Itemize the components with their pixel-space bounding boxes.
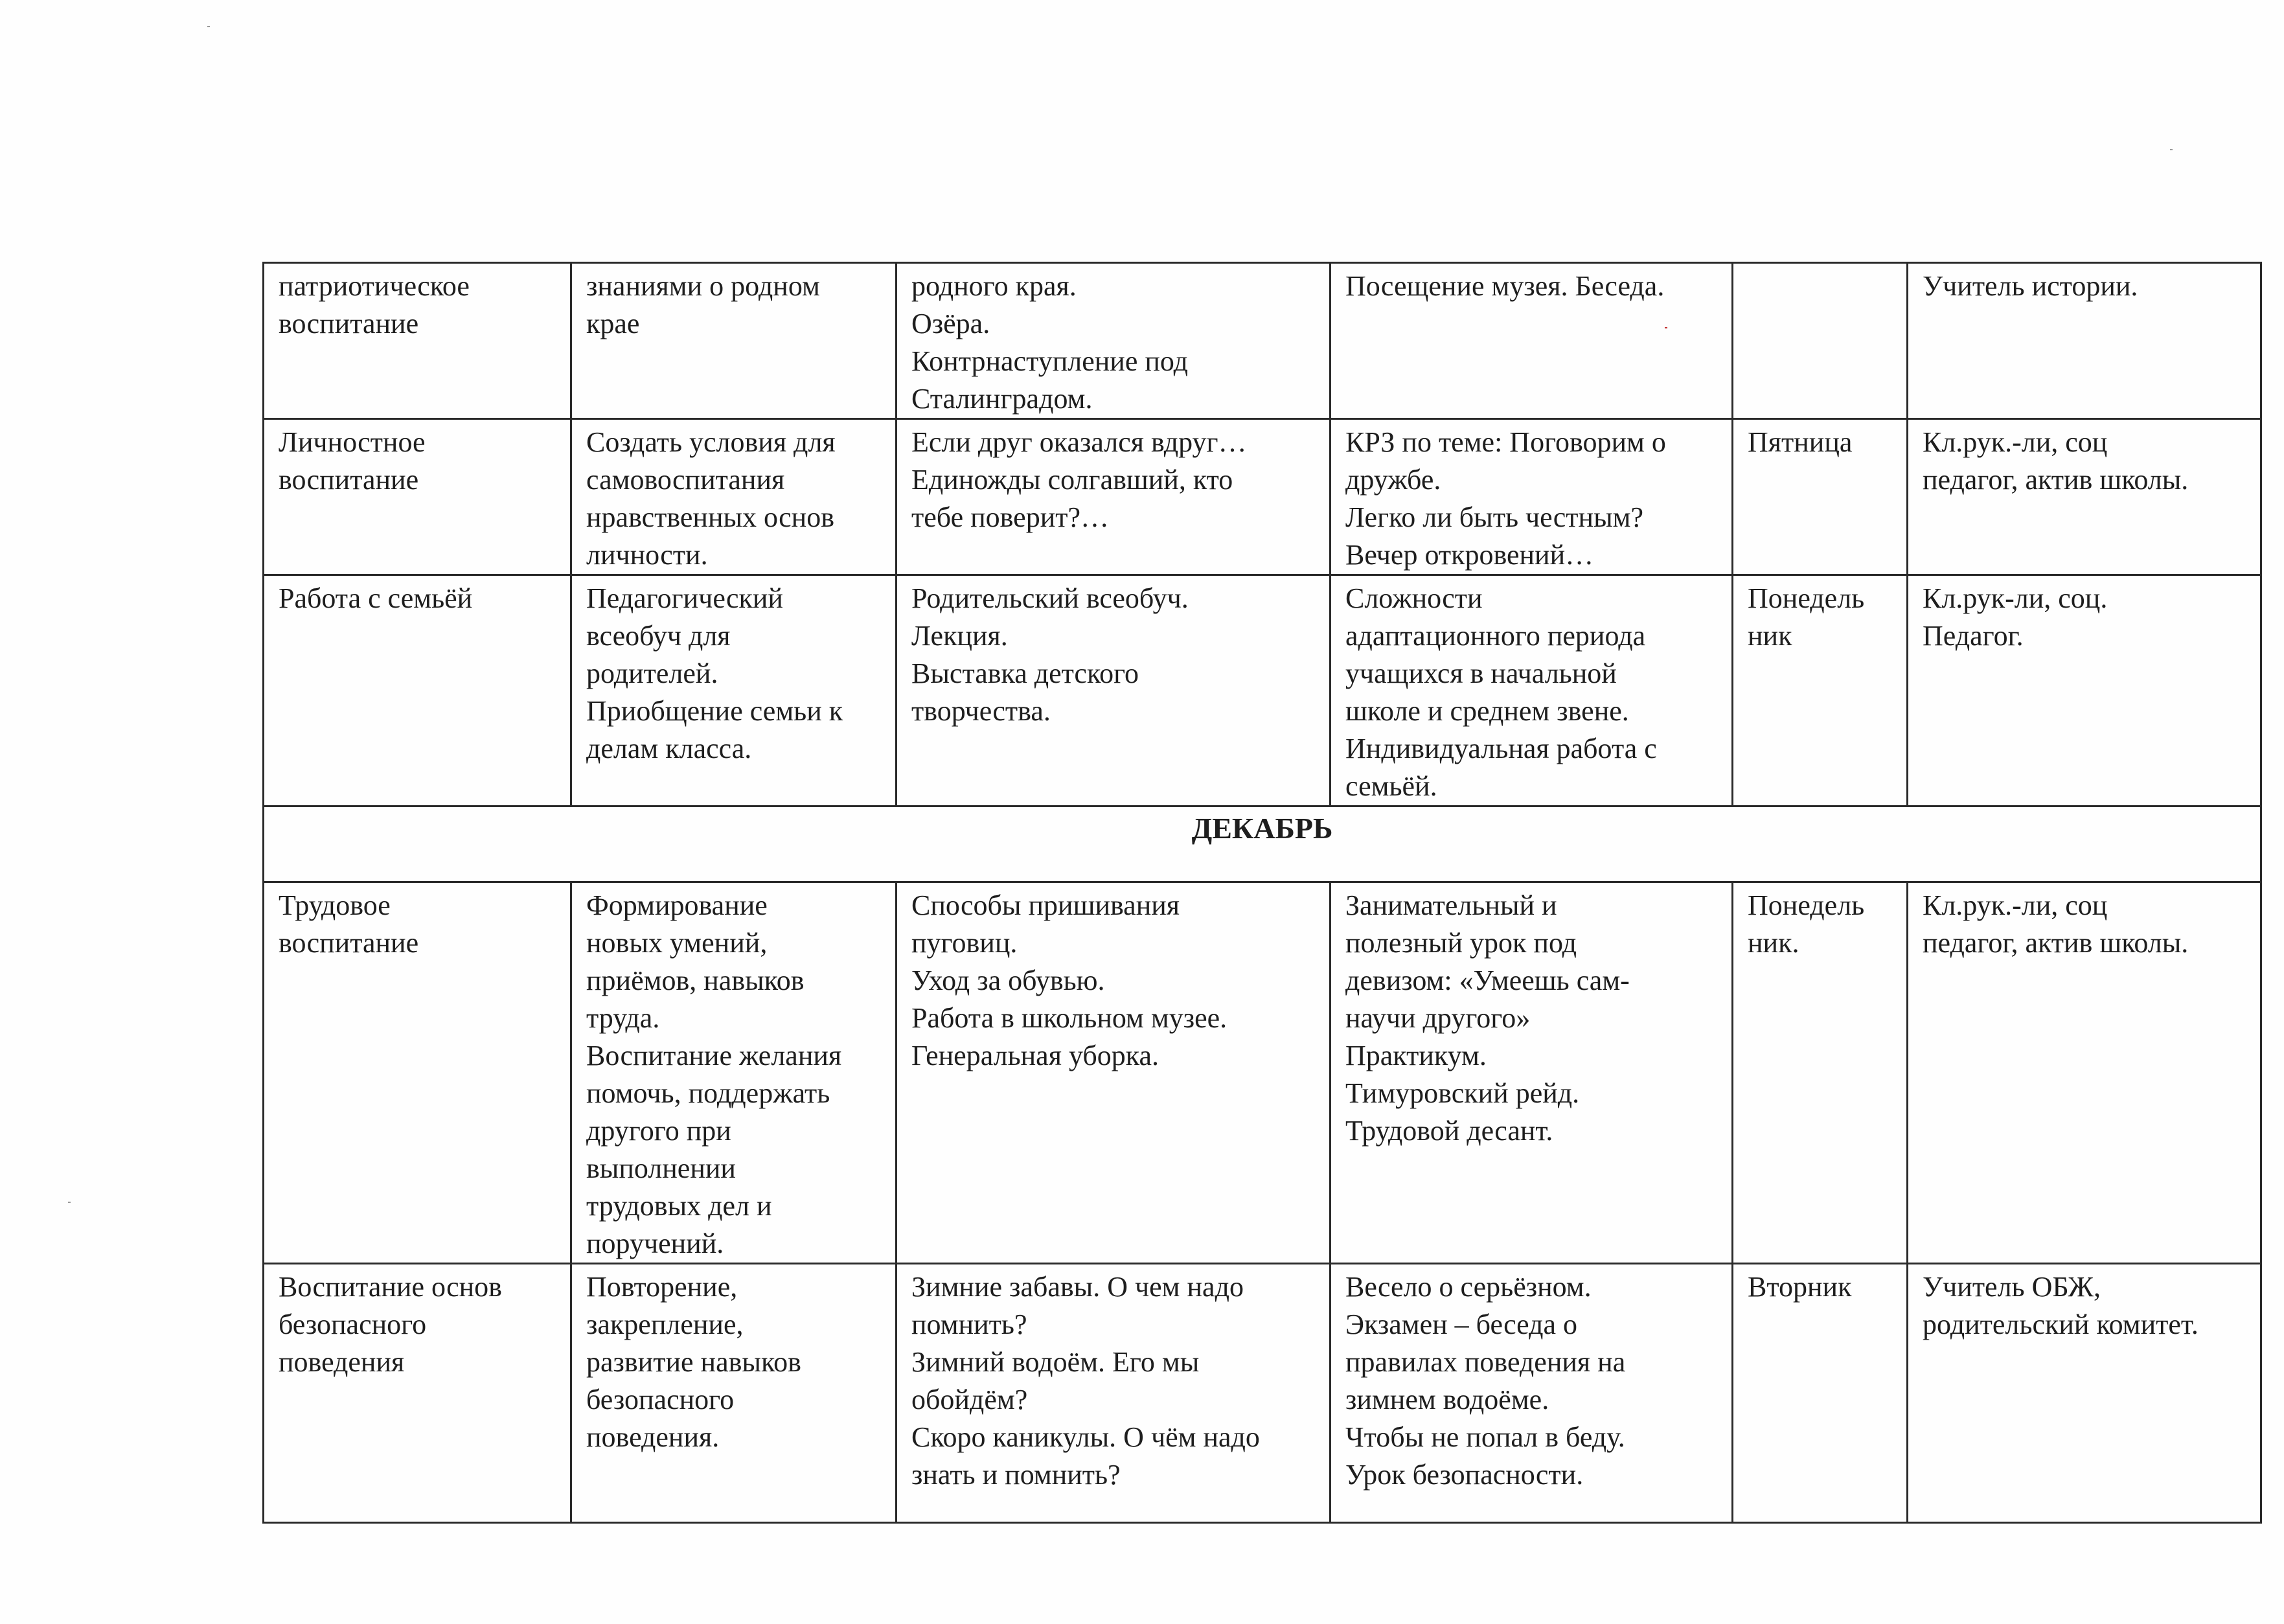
cell-direction [264, 882, 571, 1264]
cell-text-line: Личностное [279, 426, 426, 458]
cell-text-line: поведения. [586, 1421, 720, 1453]
cell-text-line: Легко ли быть честным? [1345, 501, 1644, 533]
cell-text-line: трудовых дел и [586, 1190, 772, 1222]
cell-text-line: Занимательный и [1345, 889, 1557, 921]
cell-text-line: Единожды солгавший, кто [911, 464, 1233, 496]
cell-text-line: помочь, поддержать [586, 1077, 830, 1109]
cell-text-line: Вечер откровений… [1345, 539, 1594, 571]
cell-goal [571, 575, 896, 806]
month-header: ДЕКАБРЬ [264, 806, 2261, 882]
cell-goal [571, 1264, 896, 1523]
cell-form [1330, 263, 1733, 419]
cell-text-line: КРЗ по теме: Поговорим о [1345, 426, 1666, 458]
cell-text-line: родного края. [911, 270, 1077, 302]
cell-goal [571, 419, 896, 575]
cell-day [1733, 882, 1908, 1264]
cell-content [896, 263, 1330, 419]
cell-text-line: учащихся в начальной [1345, 658, 1617, 689]
cell-text-line: труда. [586, 1002, 660, 1034]
cell-goal [571, 263, 896, 419]
cell-content [896, 419, 1330, 575]
cell-text-line: Формирование [586, 889, 768, 921]
cell-text-line: Понедель [1748, 582, 1865, 614]
cell-text-line: Контрнаступление под [911, 345, 1189, 377]
cell-responsible [1908, 575, 2261, 806]
cell-text-line: Зимние забавы. О чем надо [911, 1271, 1244, 1303]
cell-text-line: родительский комитет. [1923, 1309, 2198, 1340]
cell-text-line: самовоспитания [586, 464, 785, 496]
cell-text-line: адаптационного периода [1345, 620, 1646, 652]
cell-text-line: воспитание [279, 464, 419, 496]
cell-text-line: поручений. [586, 1228, 724, 1259]
cell-text-line: Экзамен – беседа о [1345, 1309, 1578, 1340]
cell-form [1330, 882, 1733, 1264]
cell-text-line: Работа в школьном музее. [911, 1002, 1228, 1034]
cell-text-line: Уход за обувью. [911, 965, 1105, 996]
cell-text-line: Практикум. [1345, 1040, 1487, 1071]
cell-text-line: Сложности [1345, 582, 1483, 614]
cell-text-line: Скоро каникулы. О чём надо [911, 1421, 1260, 1453]
cell-text-line: зимнем водоёме. [1345, 1384, 1549, 1415]
cell-content [896, 1264, 1330, 1523]
cell-text-line: полезный урок под [1345, 927, 1577, 959]
table-row [264, 882, 2261, 1264]
cell-text-line: Чтобы не попал в беду. [1345, 1421, 1625, 1453]
cell-content [896, 575, 1330, 806]
cell-text-line: Вторник [1748, 1271, 1852, 1303]
cell-text-line: Озёра. [911, 308, 990, 339]
cell-text-line: Способы пришивания [911, 889, 1180, 921]
cell-text-line: Тимуровский рейд. [1345, 1077, 1580, 1109]
cell-responsible [1908, 882, 2261, 1264]
cell-text-line: патриотическое [279, 270, 470, 302]
table-row [264, 419, 2261, 575]
cell-text-line: Если друг оказался вдруг… [911, 426, 1247, 458]
cell-responsible [1908, 1264, 2261, 1523]
cell-text-line: научи другого» [1345, 1002, 1531, 1034]
cell-text-line: Трудовой десант. [1345, 1115, 1553, 1147]
cell-text-line: воспитание [279, 308, 419, 339]
cell-text-line: личности. [586, 539, 708, 571]
cell-text-line: Трудовое [279, 889, 391, 921]
cell-text-line: Родительский всеобуч. [911, 582, 1189, 614]
cell-direction [264, 1264, 571, 1523]
cell-responsible [1908, 263, 2261, 419]
cell-text-line: Учитель истории. [1923, 270, 2138, 302]
cell-text-line: безопасного [586, 1384, 735, 1415]
cell-text-line: родителей. [586, 658, 718, 689]
cell-form [1330, 419, 1733, 575]
cell-text-line: Генеральная уборка. [911, 1040, 1159, 1071]
cell-day [1733, 419, 1908, 575]
table-row [264, 1264, 2261, 1523]
cell-text-line: пуговиц. [911, 927, 1018, 959]
cell-text-line: Индивидуальная работа с [1345, 733, 1657, 764]
cell-text-line: делам класса. [586, 733, 752, 764]
cell-text-line: Понедель [1748, 889, 1865, 921]
cell-text-line: знаниями о родном [586, 270, 820, 302]
cell-text-line: педагог, актив школы. [1923, 464, 2189, 496]
cell-text-line: педагог, актив школы. [1923, 927, 2189, 959]
cell-form [1330, 575, 1733, 806]
cell-text-line: развитие навыков [586, 1346, 801, 1378]
cell-text-line: Сталинградом. [911, 383, 1093, 415]
cell-text-line: Выставка детского [911, 658, 1139, 689]
table-row [264, 575, 2261, 806]
cell-direction [264, 263, 571, 419]
cell-text-line: закрепление, [586, 1309, 744, 1340]
cell-text-line: тебе поверит?… [911, 501, 1109, 533]
scan-speck [68, 1202, 71, 1203]
cell-text-line: Зимний водоём. Его мы [911, 1346, 1200, 1378]
cell-text-line: выполнении [586, 1152, 736, 1184]
cell-text-line: Урок безопасности. [1345, 1459, 1584, 1491]
cell-text-line: школе и среднем звене. [1345, 695, 1629, 727]
cell-text-line: другого при [586, 1115, 731, 1147]
cell-text-line: приёмов, навыков [586, 965, 805, 996]
cell-text-line: Воспитание желания [586, 1040, 842, 1071]
cell-text-line: помнить? [911, 1309, 1027, 1340]
cell-direction [264, 575, 571, 806]
cell-text-line: знать и помнить? [911, 1459, 1121, 1491]
cell-text-line: семьёй. [1345, 770, 1437, 802]
month-header-row [264, 806, 2261, 882]
activity-plan-table [262, 262, 2262, 1524]
cell-text-line: крае [586, 308, 640, 339]
cell-goal [571, 882, 896, 1264]
scan-speck [2170, 149, 2173, 150]
cell-text-line: дружбе. [1345, 464, 1441, 496]
cell-responsible [1908, 419, 2261, 575]
cell-text-line: Работа с семьёй [279, 582, 473, 614]
cell-text-line: Посещение музея. Беседа. [1345, 270, 1665, 302]
cell-text-line: Кл.рук.-ли, соц [1923, 426, 2108, 458]
cell-day [1733, 1264, 1908, 1523]
cell-text-line: Создать условия для [586, 426, 836, 458]
cell-text-line: Кл.рук.-ли, соц [1923, 889, 2108, 921]
cell-text-line: Педагог. [1923, 620, 2024, 652]
cell-text-line: новых умений, [586, 927, 768, 959]
cell-text-line: нравственных основ [586, 501, 835, 533]
cell-text-line: обойдём? [911, 1384, 1028, 1415]
cell-text-line: Весело о серьёзном. [1345, 1271, 1592, 1303]
cell-text-line: безопасного [279, 1309, 427, 1340]
cell-day [1733, 575, 1908, 806]
cell-text-line: Кл.рук-ли, соц. [1923, 582, 2108, 614]
cell-text-line: Пятница [1748, 426, 1853, 458]
cell-text-line: Воспитание основ [279, 1271, 502, 1303]
cell-text-line: ник [1748, 620, 1792, 652]
cell-text-line: Приобщение семьи к [586, 695, 843, 727]
cell-content [896, 882, 1330, 1264]
cell-text-line: Педагогический [586, 582, 783, 614]
cell-day [1733, 263, 1908, 419]
table-row [264, 263, 2261, 419]
cell-text-line: творчества. [911, 695, 1051, 727]
cell-text-line: поведения [279, 1346, 405, 1378]
cell-text-line: правилах поведения на [1345, 1346, 1626, 1378]
cell-text-line: Повторение, [586, 1271, 738, 1303]
scan-speck [207, 26, 210, 27]
cell-direction [264, 419, 571, 575]
cell-text-line: воспитание [279, 927, 419, 959]
cell-text-line: Учитель ОБЖ, [1923, 1271, 2101, 1303]
cell-text-line: всеобуч для [586, 620, 731, 652]
cell-form [1330, 1264, 1733, 1523]
cell-text-line: ник. [1748, 927, 1799, 959]
cell-text-line: девизом: «Умеешь сам- [1345, 965, 1630, 996]
cell-text-line: Лекция. [911, 620, 1008, 652]
